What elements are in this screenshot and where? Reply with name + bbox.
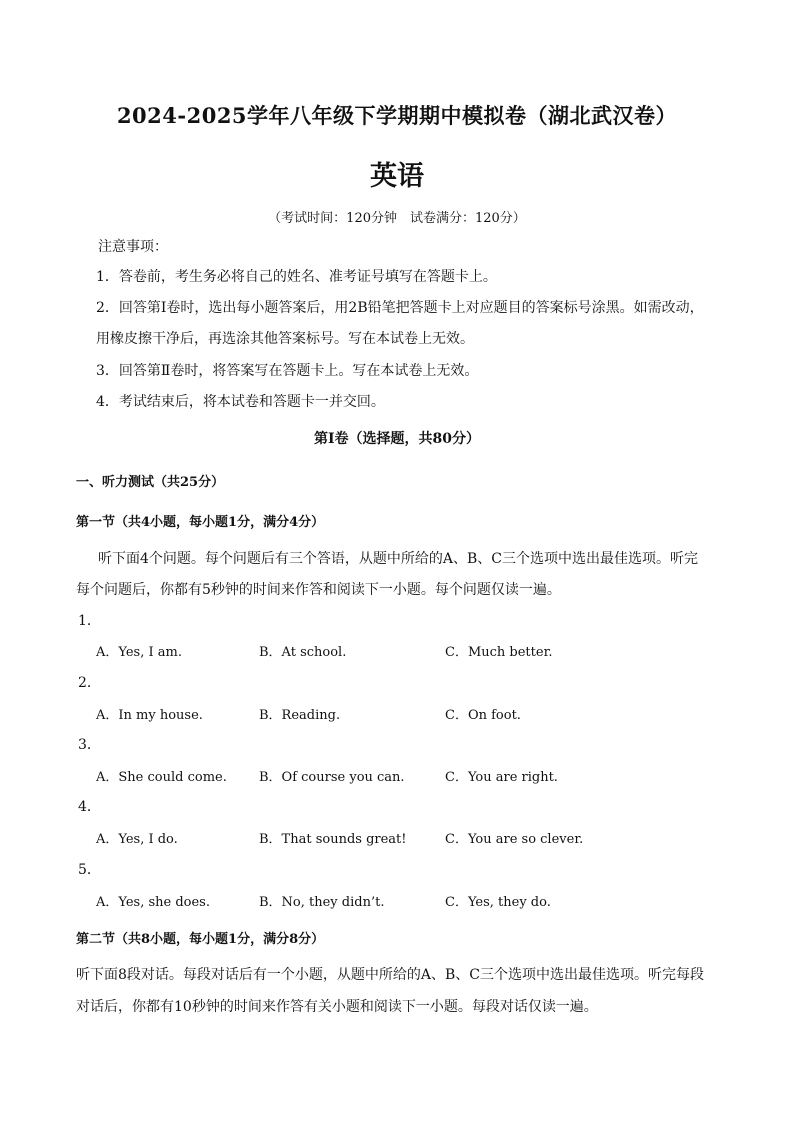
- option-a: A．Yes, I do.: [96, 832, 178, 847]
- question-number: 3．: [78, 737, 101, 753]
- option-b: B．No, they didn’t.: [259, 895, 385, 910]
- subsection-1-heading: 第一节（共4小题，每小题1分，满分4分）: [76, 515, 325, 530]
- question-number: 4．: [78, 799, 101, 815]
- note-item-2-line-2: 用橡皮擦干净后，再选涂其他答案标号。写在本试卷上无效。: [96, 331, 474, 347]
- note-item-1: 1．答卷前，考生务必将自己的姓名、准考证号填写在答题卡上。: [96, 269, 497, 285]
- note-item-3: 3．回答第Ⅱ卷时，将答案写在答题卡上。写在本试卷上无效。: [96, 363, 479, 379]
- option-b: B．That sounds great!: [259, 832, 407, 847]
- question-number: 2．: [78, 675, 101, 691]
- option-b: B．Of course you can.: [259, 770, 405, 785]
- option-c: C．On foot.: [445, 708, 521, 723]
- option-c: C．Much better.: [445, 645, 553, 660]
- instructions-2-line-2: 对话后，你都有10秒钟的时间来作答有关小题和阅读下一小题。每段对话仅读一遍。: [76, 999, 598, 1015]
- exam-time-info: （考试时间：120分钟 试卷满分：120分）: [268, 211, 526, 226]
- option-a: A．In my house.: [96, 708, 203, 723]
- option-a: A．Yes, I am.: [96, 645, 182, 660]
- subject-title: 英语: [370, 161, 424, 192]
- instructions-1-line-1: 听下面4个问题。每个问题后有三个答语，从题中所给的A、B、C三个选项中选出最佳选项。听完: [98, 551, 699, 567]
- option-b: B．At school.: [259, 645, 347, 660]
- option-a: A．She could come.: [96, 770, 227, 785]
- question-number: 1．: [78, 613, 101, 629]
- note-item-2-line-1: 2．回答第Ⅰ卷时，选出每小题答案后，用2B铅笔把答题卡上对应题目的答案标号涂黑。如需改动，: [96, 300, 704, 316]
- option-c: C．Yes, they do.: [445, 895, 551, 910]
- note-item-4: 4．考试结束后，将本试卷和答题卡一并交回。: [96, 394, 385, 410]
- notes-heading: 注意事项：: [98, 239, 168, 255]
- option-c: C．You are right.: [445, 770, 558, 785]
- exam-title: 2024-2025学年八年级下学期期中模拟卷（湖北武汉卷）: [116, 103, 678, 128]
- question-number: 5．: [78, 862, 101, 878]
- option-c: C．You are so clever.: [445, 832, 584, 847]
- option-a: A．Yes, she does.: [96, 895, 210, 910]
- instructions-1-line-2: 每个问题后，你都有5秒钟的时间来作答和阅读下一小题。每个问题仅读一遍。: [76, 582, 561, 598]
- subsection-2-heading: 第二节（共8小题，每小题1分，满分8分）: [76, 932, 325, 947]
- instructions-2-line-1: 听下面8段对话。每段对话后有一个小题，从题中所给的A、B、C三个选项中选出最佳选项。听完每段: [76, 967, 705, 983]
- section-listening-heading: 一、听力测试（共25分）: [76, 475, 225, 490]
- part-1-title: 第Ⅰ卷（选择题，共80分）: [313, 431, 481, 447]
- option-b: B．Reading.: [259, 708, 341, 723]
